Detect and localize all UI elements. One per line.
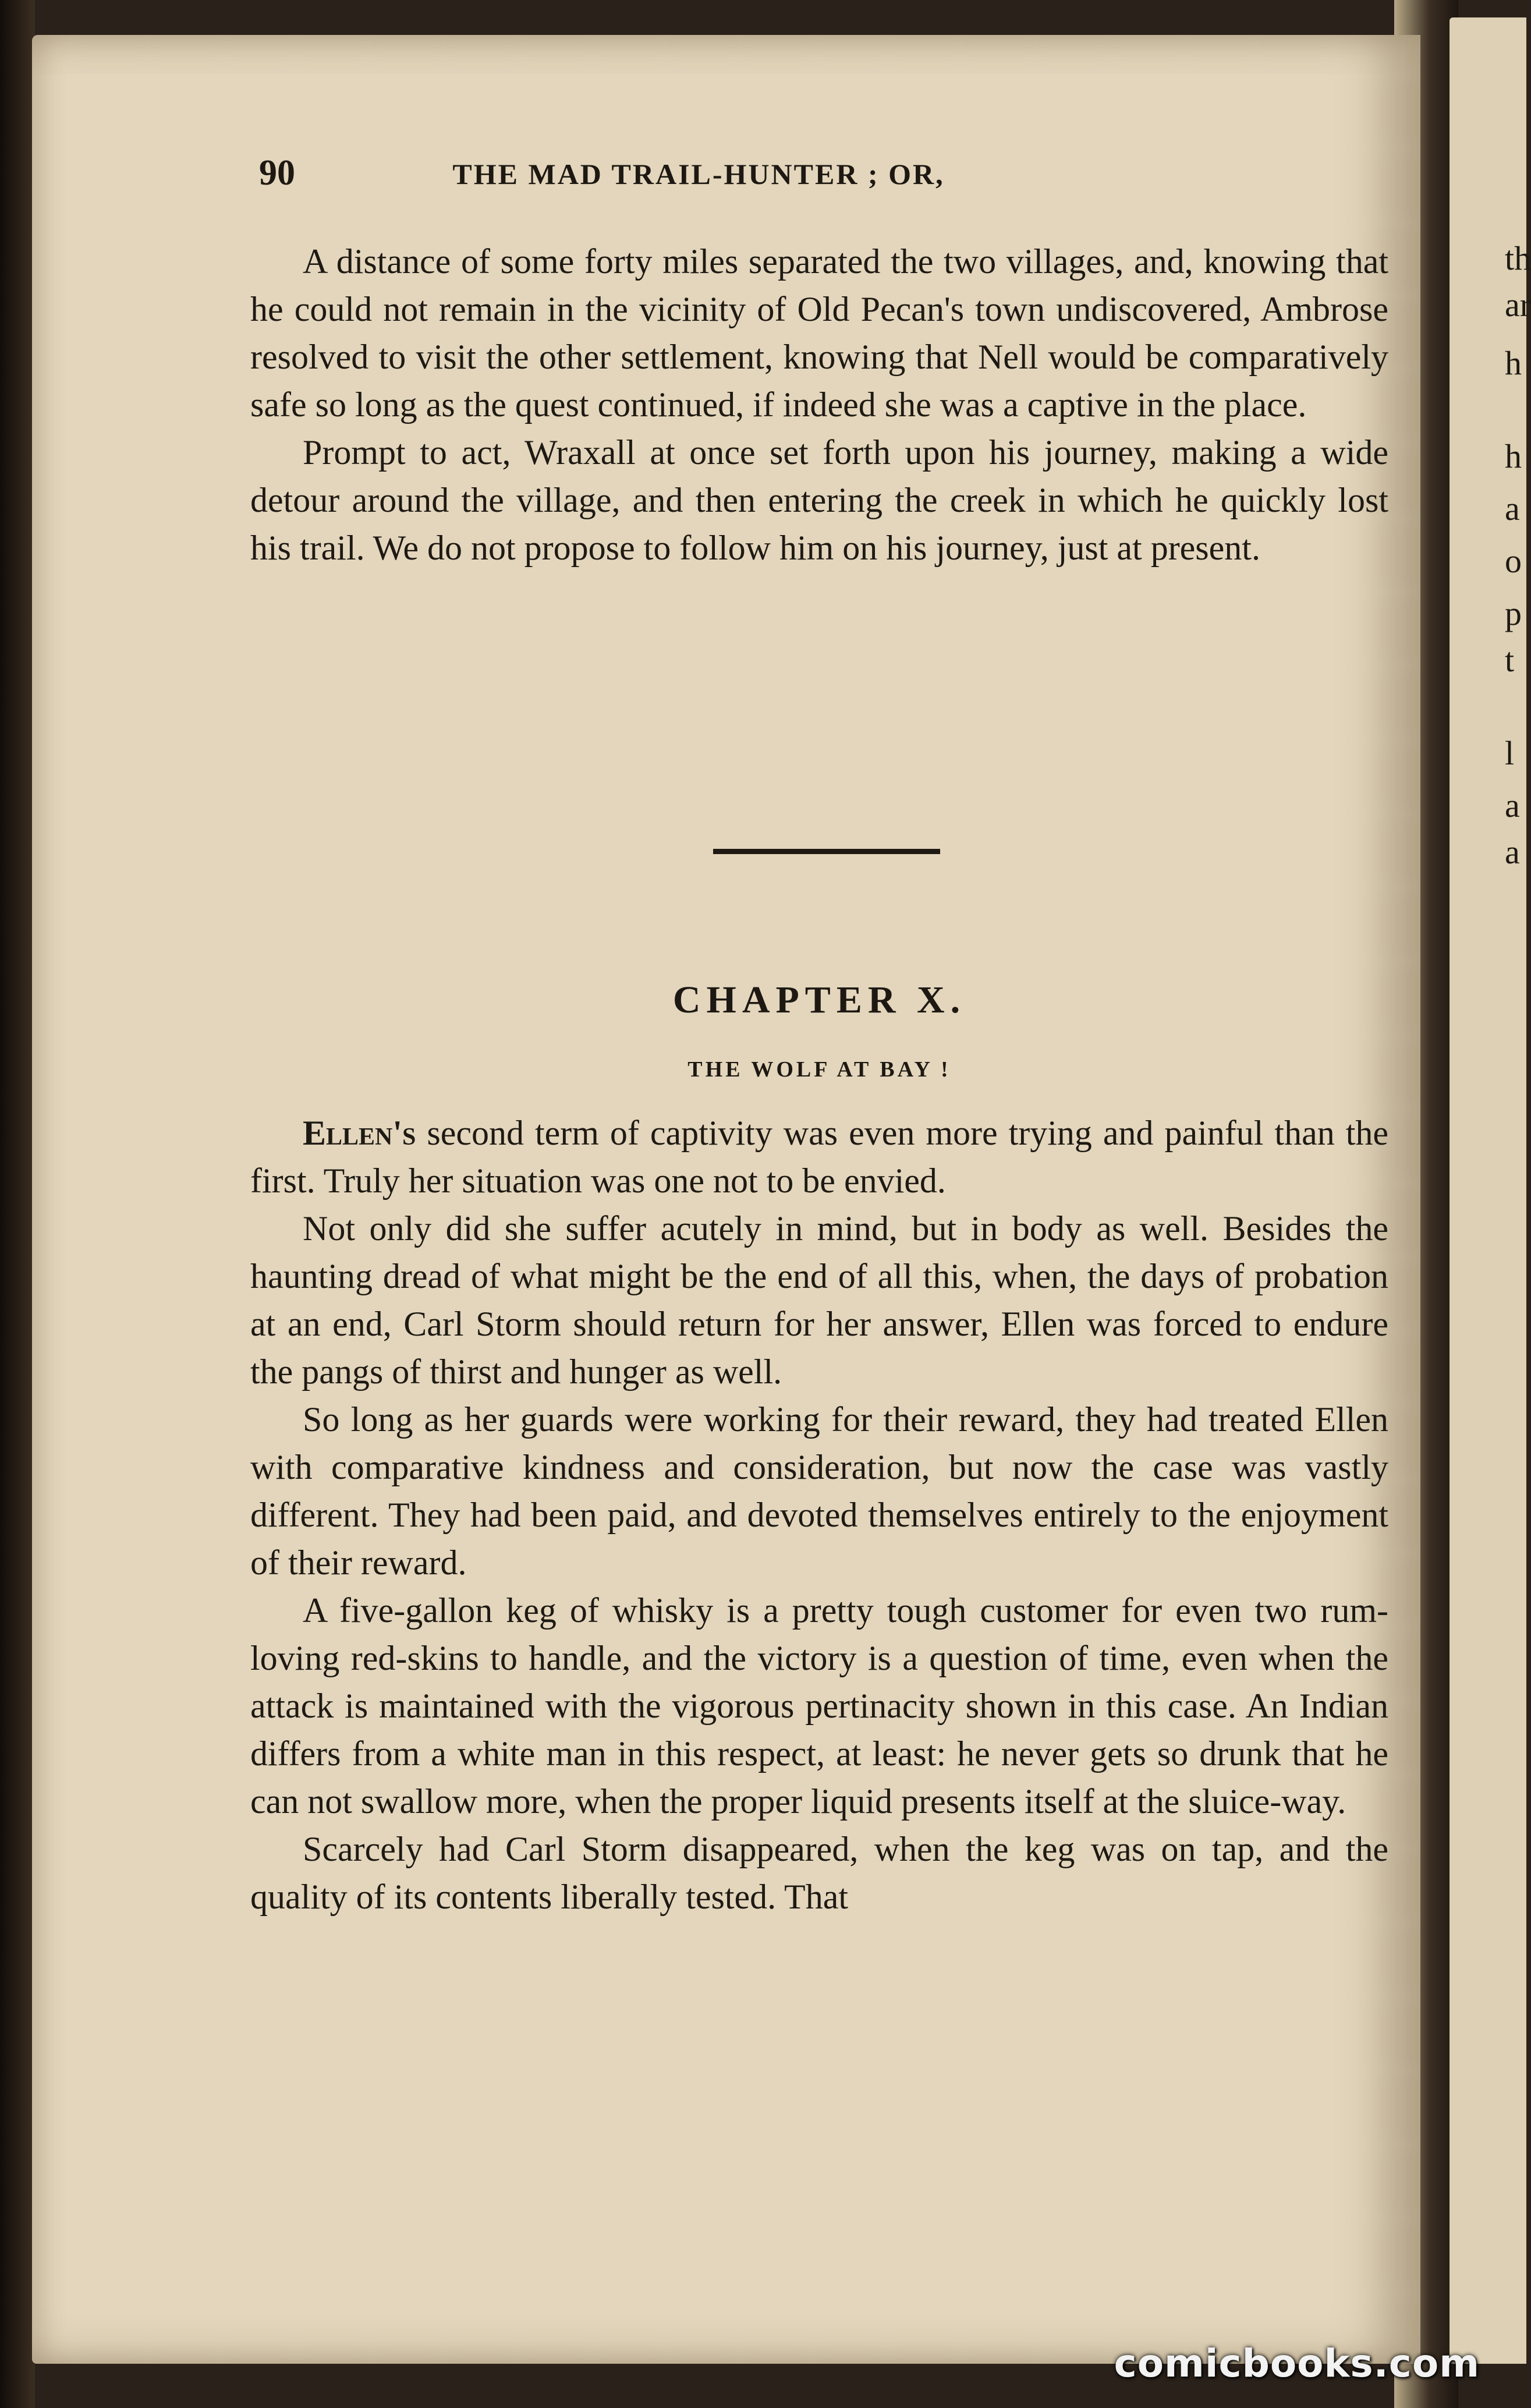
- next-page-fragment: a: [1505, 787, 1520, 824]
- paragraph: So long as her guards were working for their reward, they had treated Ellen with comparative kindness and consideration, but now the case was vastly different. They had been paid, and devoted themselves entirely to the enjoyment of their reward.: [250, 1400, 1388, 1582]
- paragraph-lead: Ellen's: [303, 1114, 416, 1152]
- paragraph: Prompt to act, Wraxall at once set forth upon his journey, making a wide detour around the village, and then entering the creek in which he quickly lost his trail. We do not propose to follow him on his journey, just at present.: [250, 433, 1388, 567]
- text-block-bottom: [250, 1109, 1388, 1921]
- text-block-top: [250, 238, 1388, 572]
- next-page-fragment: p: [1505, 594, 1522, 632]
- section-rule: [713, 849, 940, 854]
- next-page-edge: [1450, 17, 1531, 2364]
- next-page-fragment: ar: [1505, 286, 1531, 324]
- chapter-subtitle: THE WOLF AT BAY !: [687, 1057, 951, 1082]
- paragraph: A distance of some forty miles separated the two villages, and, knowing that he could not remain in the vicinity of Old Pecan's town undiscovered, Ambrose resolved to visit the other settlement, knowing that Nell would be comparatively safe so long as the quest continued, if indeed she was a captive in the place.: [250, 242, 1388, 424]
- running-head: THE MAD TRAIL-HUNTER ; OR,: [452, 158, 945, 190]
- paragraph: Not only did she suffer acutely in mind, but in body as well. Besides the haunting dread of what might be the end of all this, when, the days of probation at an end, Carl Storm should return for her answer, Ellen was forced to endure the pangs of thirst and hunger as well.: [250, 1209, 1388, 1391]
- paragraph: [250, 1109, 1388, 1205]
- paragraph-text: second term of captivity was even more trying and painful than the first. Truly her situation was one not to be envied.: [250, 1114, 1388, 1200]
- next-page-fragment: t: [1505, 641, 1515, 679]
- next-page-fragment: h: [1505, 437, 1522, 475]
- next-page-fragment: h: [1505, 344, 1522, 382]
- book-left-edge: [0, 0, 35, 2408]
- page-number: 90: [259, 153, 295, 193]
- paragraph: Scarcely had Carl Storm disappeared, when the keg was on tap, and the quality of its contents liberally tested. That: [250, 1830, 1388, 1916]
- next-page-fragment: o: [1505, 542, 1522, 580]
- next-page-fragment: a: [1505, 490, 1520, 527]
- next-page-fragment: a: [1505, 833, 1520, 871]
- paragraph: A five-gallon keg of whisky is a pretty tough customer for even two rum-loving red-skins to handle, and the victory is a question of time, even when the attack is maintained with the vigorous pertinacity shown in this case. An Indian differs from a white man in this respect, at least: he never gets so drunk that he can not swallow more, when the proper liquid presents itself at the sluice-way.: [250, 1591, 1388, 1821]
- next-page-fragment: l: [1505, 734, 1515, 772]
- watermark: comicbooks.com: [1114, 2341, 1480, 2386]
- chapter-title: CHAPTER X.: [672, 979, 966, 1021]
- next-page-fragment: th: [1505, 239, 1531, 277]
